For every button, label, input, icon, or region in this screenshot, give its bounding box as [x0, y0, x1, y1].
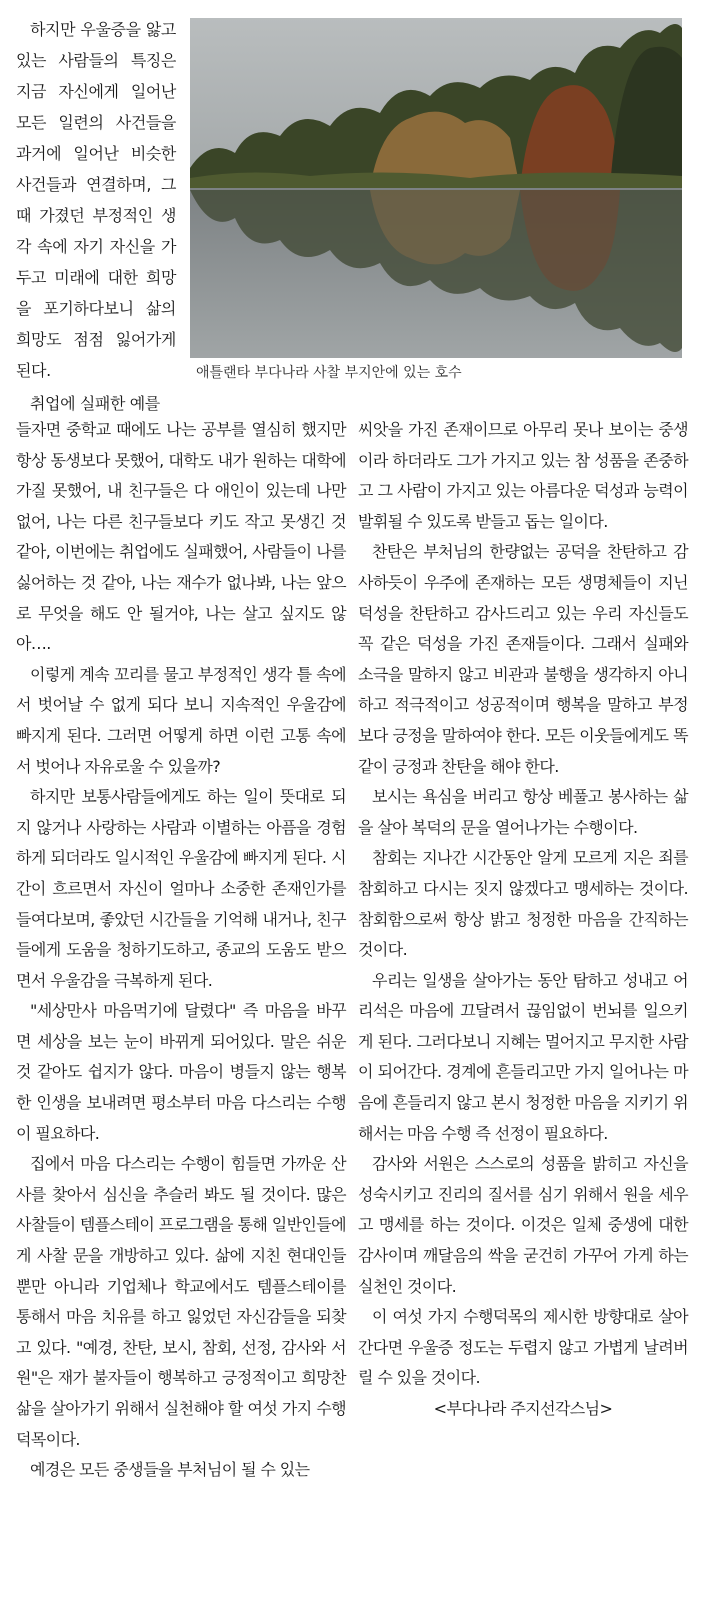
- top-paragraph-text: 하지만 우울증을 앓고 있는 사람들의 특징은 지금 자신에게 일어난 모든 일련의 사건들을 과거에 일어난 비슷한 사건들과 연결하며, 그때 가졌던 부정적인 생각 속에 자기 자신을 가두고 미래에 대한 희망을 포기하다보니 삶의 희망도 점점 잃어가게 된다.: [16, 20, 176, 380]
- paragraph: 하지만 보통사람들에게도 하는 일이 뜻대로 되지 않거나 사랑하는 사람과 이별하는 아픔을 경험하게 되더라도 일시적인 우울감에 빠지게 된다. 시간이 흐르면서 자신이 얼마나 소중한 존재인가를 들여다보며, 좋았던 시간들을 기억해 내거나, 친구들에게 도움을 청하기도하고, 종교의 도움도 받으면서 우울감을 극복하게 된다.: [16, 787, 346, 990]
- right-column: [358, 415, 688, 1425]
- paragraph: 우리는 일생을 살아가는 동안 탐하고 성내고 어리석은 마음에 끄달려서 끊임없이 번뇌를 일으키게 된다. 그러다보니 지혜는 멀어지고 무지한 사람이 되어간다. 경계에 흔들리고만 가지 일어나는 마음에 흔들리지 않고 본시 청정한 마음을 지키기 위해서는 마음 수행 즉 선정이 필요하다.: [358, 970, 688, 1143]
- paragraph: 씨앗을 가진 존재이므로 아무리 못나 보이는 중생이라 하더라도 그가 가지고 있는 참 성품을 존중하고 그 사람이 가지고 있는 아름다운 덕성과 능력이 발휘될 수 있도록 받들고 돕는 일이다.: [358, 420, 688, 531]
- paragraph: 찬탄은 부처님의 한량없는 공덕을 찬탄하고 감사하듯이 우주에 존재하는 모든 생명체들이 지닌 덕성을 찬탄하고 감사드리고 있는 우리 자신들도 꼭 같은 덕성을 가진 존재들이다. 그래서 실패와 소극을 말하지 않고 비관과 불행을 생각하지 아니하고 적극적이고 성공적이며 행복을 말하고 부정보다 긍정을 말하여야 한다. 모든 이웃들에게도 똑같이 긍정과 찬탄을 해야 한다.: [358, 542, 688, 776]
- photo-caption: 애틀랜타 부다나라 사찰 부지안에 있는 호수: [196, 365, 462, 381]
- top-paragraph: [16, 14, 176, 386]
- lake-photo: [190, 18, 682, 358]
- paragraph: 감사와 서원은 스스로의 성품을 밝히고 자신을 성숙시키고 진리의 질서를 심기 위해서 원을 세우고 맹세를 하는 것이다. 이것은 일체 중생에 대한 감사이며 깨달음의 싹을 굳건히 가꾸어 가게 하는 실천인 것이다.: [358, 1154, 688, 1296]
- paragraph: 참회는 지나간 시간동안 알게 모르게 지은 죄를 참회하고 다시는 짓지 않겠다고 맹세하는 것이다. 참회함으로써 항상 밝고 청정한 마음을 간직하는 것이다.: [358, 848, 688, 960]
- paragraph: 이렇게 계속 꼬리를 물고 부정적인 생각 틀 속에서 벗어날 수 없게 되다 보니 지속적인 우울감에 빠지게 된다. 그러면 어떻게 하면 이런 고통 속에서 벗어나 자유로울 수 있을까?: [16, 664, 346, 776]
- paragraph: 보시는 욕심을 버리고 항상 베풀고 봉사하는 삶을 살아 복덕의 문을 열어나가는 수행이다.: [358, 787, 688, 837]
- paragraph: "세상만사 마음먹기에 달렸다" 즉 마음을 바꾸면 세상을 보는 눈이 바뀌게 되어있다. 말은 쉬운 것 같아도 쉽지가 않다. 마음이 병들지 않는 행복한 인생을 보내려면 평소부터 마음 다스리는 수행이 필요하다.: [16, 1001, 346, 1143]
- lake-photo-image: [190, 18, 682, 358]
- left-column: [16, 415, 346, 1486]
- paragraph: 이 여섯 가지 수행덕목의 제시한 방향대로 살아간다면 우울증 정도는 두렵지 않고 가볍게 날려버릴 수 있을 것이다.: [358, 1307, 688, 1388]
- intro-line-text: 취업에 실패한 예를: [30, 394, 160, 413]
- signature: <부다나라 주지선각스님>: [433, 1399, 613, 1418]
- paragraph: 들자면 중학교 때에도 나는 공부를 열심히 했지만 항상 동생보다 못했어, 대학도 내가 원하는 대학에 가질 못했어, 내 친구들은 다 애인이 있는데 나만 없어, 나는 다른 친구들보다 키도 작고 못생긴 것 같아, 이번에는 취업에도 실패했어, 사람들이 나를 싫어하는 것 같아, 나는 재수가 없나봐, 나는 앞으로 무엇을 해도 안 될거야, 나는 살고 싶지도 않아….: [16, 420, 346, 654]
- paragraph: 예경은 모든 중생들을 부처님이 될 수 있는: [30, 1460, 310, 1480]
- paragraph: 집에서 마음 다스리는 수행이 힘들면 가까운 산사를 찾아서 심신을 추슬러 봐도 될 것이다. 많은 사찰들이 템플스테이 프로그램을 통해 일반인들에게 사찰 문을 개방하고 있다. 삶에 지친 현대인들뿐만 아니라 기업체나 학교에서도 템플스테이를 통해서 마음 치유를 하고 잃었던 자신감들을 되찾고 있다. "예경, 찬탄, 보시, 참회, 선정, 감사와 서원"은 재가 불자들이 행복하고 긍정적이고 희망찬 삶을 살아가기 위해서 실천해야 할 여섯 가지 수행덕목이다.: [16, 1154, 346, 1449]
